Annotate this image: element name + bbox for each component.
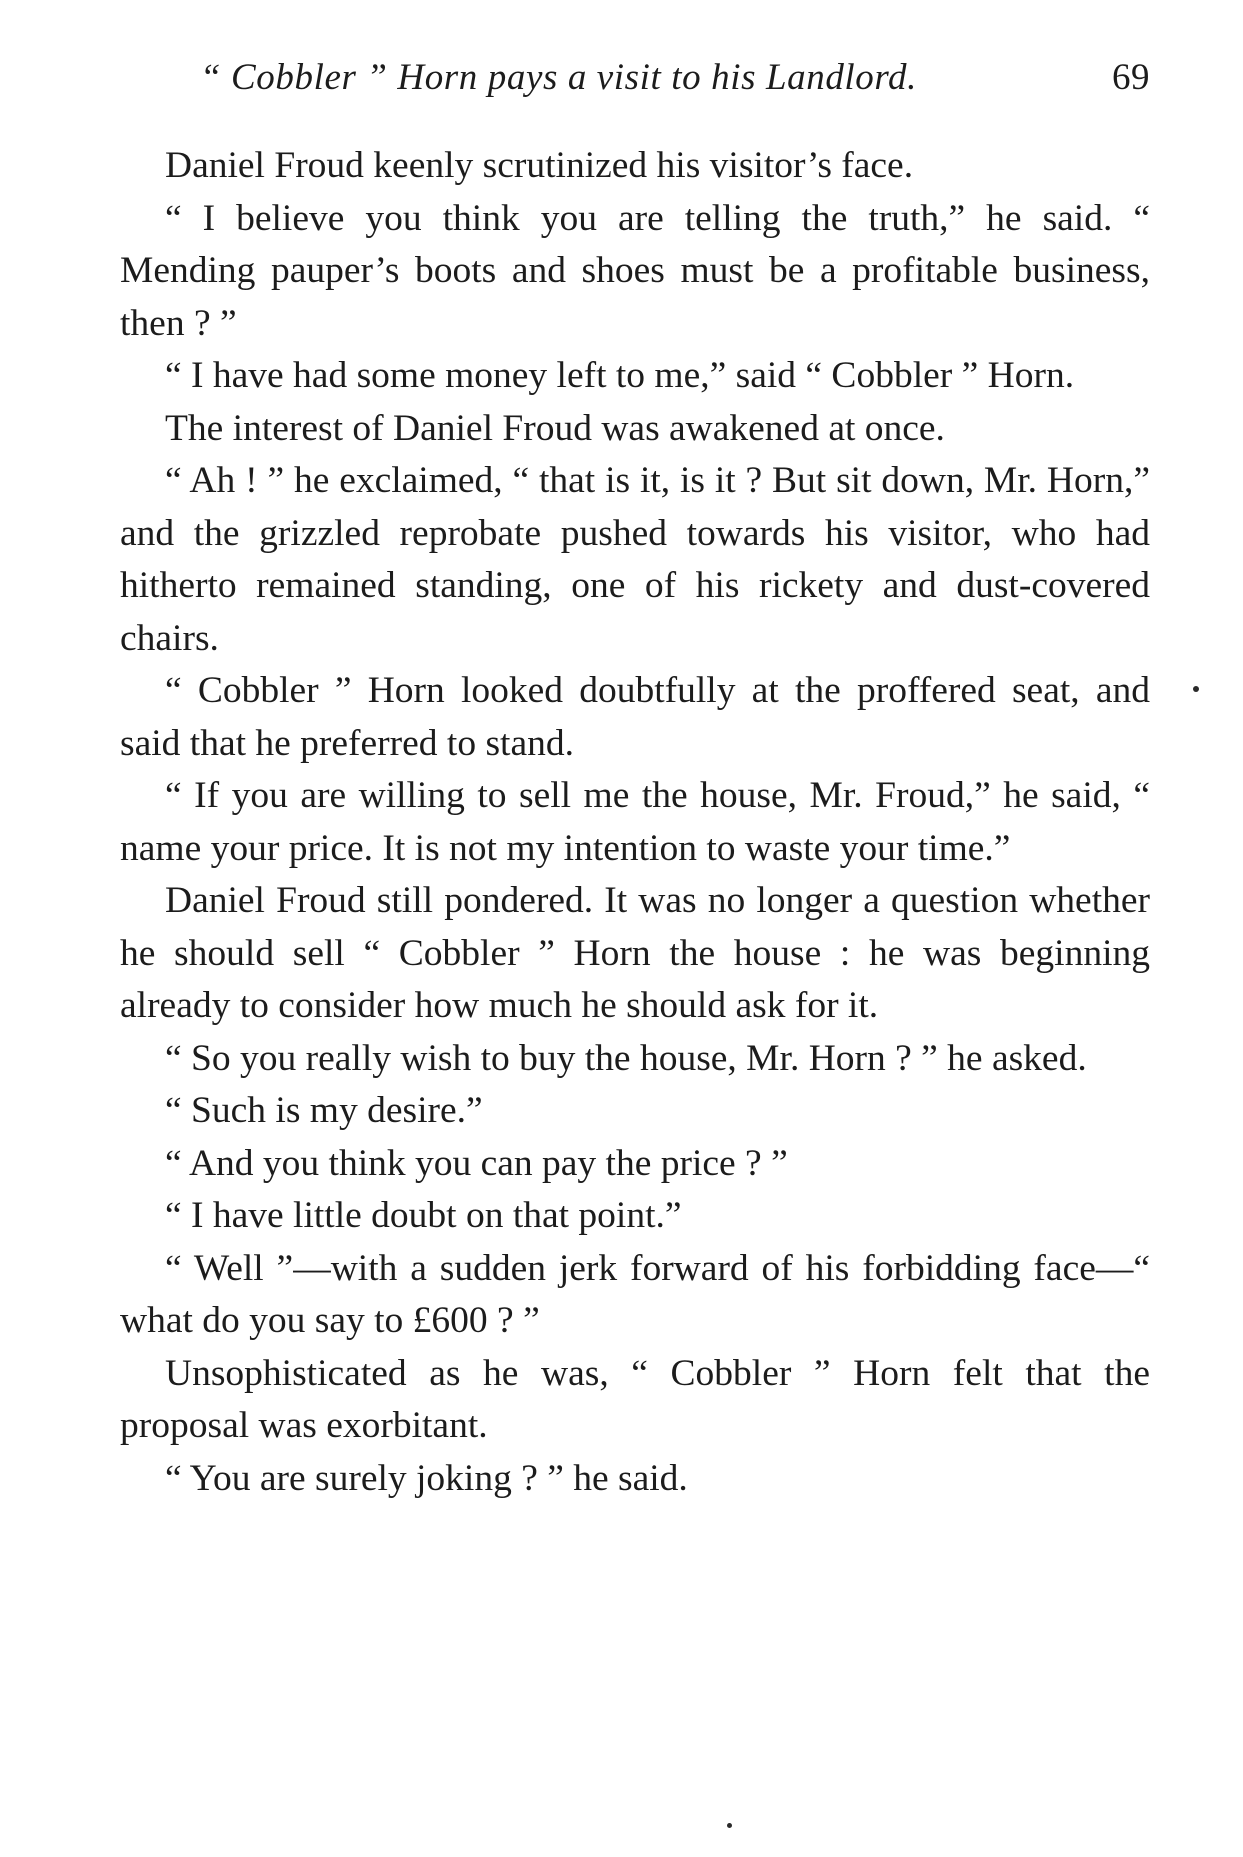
- paragraph: “ I have had some money left to me,” said “ Cobbler ” Horn.: [165, 355, 1075, 396]
- paragraph: Unsophisticated as he was, “ Cobbler ” Horn felt that the proposal was exorbitant.: [120, 1352, 1150, 1446]
- paragraph: “ So you really wish to buy the house, Mr. Horn ? ” he asked.: [165, 1037, 1087, 1079]
- bottom-ink-dot: [727, 1823, 732, 1828]
- paragraph: Daniel Froud still pondered. It was no longer a question whether he should sell “ Cobbler ” Horn the house : he was beginning already to consider how much he should ask for it.: [120, 880, 1150, 1026]
- paragraph: Daniel Froud keenly scrutinized his visitor’s face.: [165, 145, 914, 186]
- paragraph: “ Ah ! ” he exclaimed, “ that is it, is it ? But sit down, Mr. Horn,” and the grizzled reprobate pushed towards his visitor, who had hitherto remained standing, one of his rickety and dust-covered chairs.: [120, 460, 1150, 659]
- paragraph: “ Such is my desire.”: [165, 1090, 483, 1131]
- paragraph: “ I believe you think you are telling the truth,” he said. “ Mending pauper’s boots and shoes must be a profitable business, then ? ”: [120, 197, 1150, 344]
- running-title: “ Cobbler ” Horn pays a visit to his Landlord.: [200, 57, 917, 98]
- paragraph: “ Well ”—with a sudden jerk forward of his forbidding face—“ what do you say to £600 ? ”: [120, 1247, 1150, 1341]
- paragraph: “ You are surely joking ? ” he said.: [165, 1457, 688, 1499]
- running-head: [200, 48, 1150, 108]
- margin-ink-dot: [1193, 686, 1199, 692]
- body-text: [120, 140, 1150, 1505]
- paragraph: “ And you think you can pay the price ? ”: [165, 1142, 788, 1184]
- page-number: 69: [1112, 57, 1150, 98]
- paragraph: “ If you are willing to sell me the house, Mr. Froud,” he said, “ name your price. It is not my intention to waste your time.”: [120, 775, 1150, 869]
- paragraph: The interest of Daniel Froud was awakened at once.: [165, 407, 945, 449]
- paragraph: “ Cobbler ” Horn looked doubtfully at the proffered seat, and said that he preferred to stand.: [120, 670, 1150, 764]
- paragraph: “ I have little doubt on that point.”: [165, 1195, 682, 1236]
